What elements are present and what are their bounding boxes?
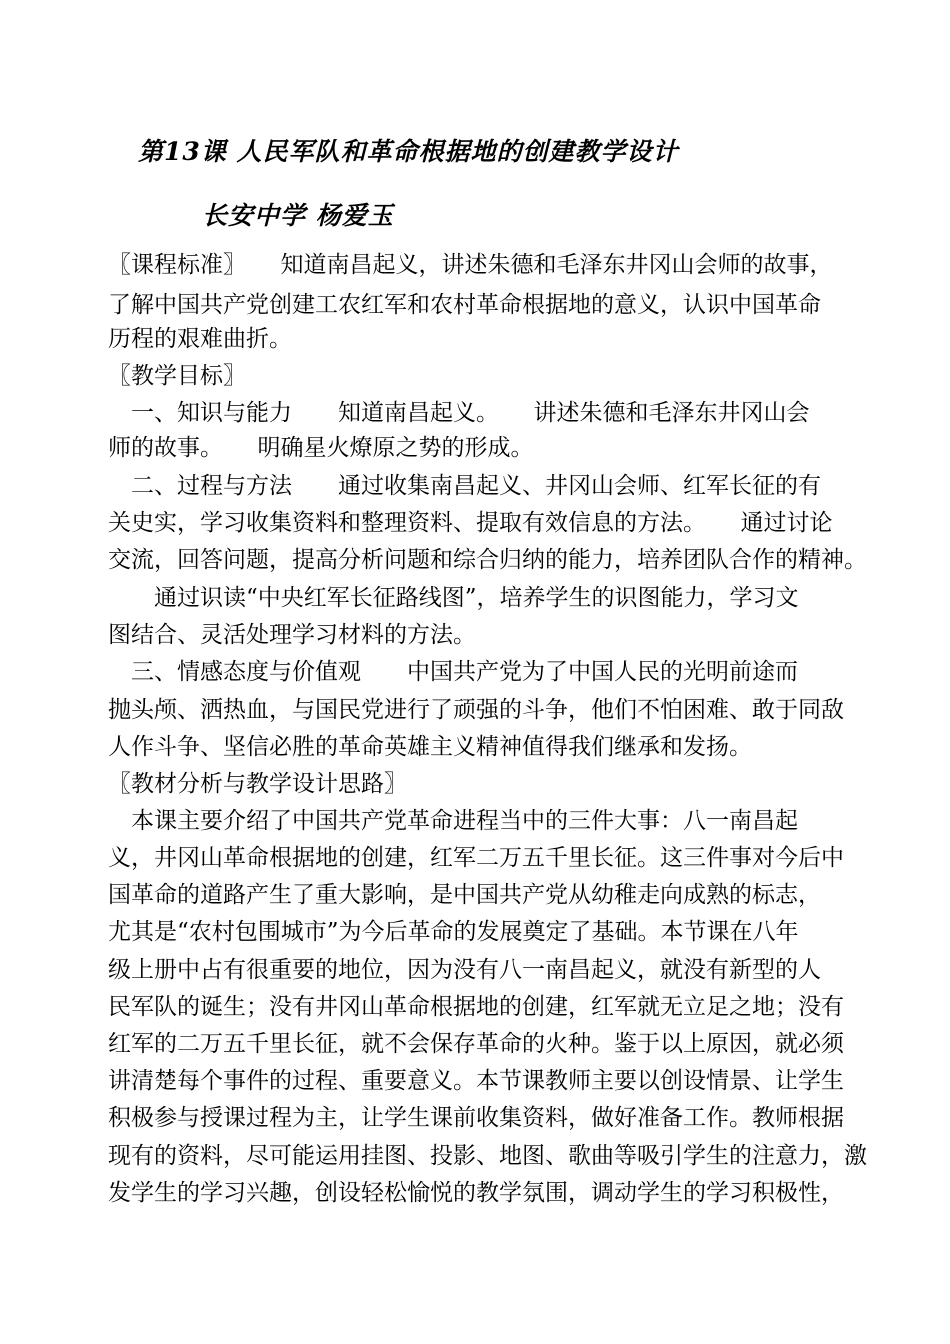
text-line: 发学生的学习兴趣，创设轻松愉悦的教学氛围，调动学生的学习积极性， [108, 1180, 844, 1206]
text-line: 人作斗争、坚信必胜的革命英雄主义精神值得我们继承和发扬。 [108, 734, 752, 760]
text-line: 义，井冈山革命根据地的创建，红军二万五千里长征。这三件事对今后中 [108, 845, 844, 871]
text-line: 〖教材分析与教学设计思路〗 [108, 771, 407, 797]
text-line: 通过识读“中央红军长征路线图”，培养学生的识图能力，学习文 [108, 585, 799, 611]
text-line: 一、知识与能力 知道南昌起义。 讲述朱德和毛泽东井冈山会 [108, 400, 810, 426]
text-line: 讲清楚每个事件的过程、重要意义。本节课教师主要以创设情景、让学生 [108, 1068, 844, 1094]
text-line: 师的故事。 明确星火燎原之势的形成。 [108, 435, 534, 461]
text-line: 积极参与授课过程为主，让学生课前收集资料，做好准备工作。教师根据 [108, 1105, 844, 1131]
text-line: 三、情感态度与价值观 中国共产党为了中国人民的光明前途而 [108, 659, 798, 685]
text-line: 了解中国共产党创建工农红军和农村革命根据地的意义，认识中国革命 [108, 292, 821, 318]
author-line: 长安中学 杨爱玉 [202, 201, 394, 230]
text-line: 级上册中占有很重要的地位，因为没有八一南昌起义，就没有新型的人 [108, 957, 821, 983]
text-line: 国革命的道路产生了重大影响，是中国共产党从幼稚走向成熟的标志， [108, 882, 821, 908]
text-line: 图结合、灵活处理学习材料的方法。 [108, 622, 476, 648]
page-title: 第13课 人民军队和革命根据地的创建教学设计 [138, 137, 679, 166]
text-line: 红军的二万五千里长征，就不会保存革命的火种。鉴于以上原因，就必须 [108, 1031, 844, 1057]
text-line: 民军队的诞生；没有井冈山革命根据地的创建，红军就无立足之地；没有 [108, 994, 844, 1020]
text-line: 抛头颅、洒热血，与国民党进行了顽强的斗争，他们不怕困难、敢于同敌 [108, 697, 844, 723]
text-line: 〖教学目标〗 [108, 363, 246, 389]
text-line: 交流，回答问题，提高分析问题和综合归纳的能力，培养团队合作的精神。 [108, 547, 867, 573]
text-line: 现有的资料，尽可能运用挂图、投影、地图、歌曲等吸引学生的注意力，激 [108, 1143, 867, 1169]
text-line: 〖课程标准〗 知道南昌起义，讲述朱德和毛泽东井冈山会师的故事， [108, 252, 833, 278]
text-line: 二、过程与方法 通过收集南昌起义、井冈山会师、红军长征的有 [108, 473, 821, 499]
text-line: 关史实，学习收集资料和整理资料、提取有效信息的方法。 通过讨论 [108, 510, 833, 536]
text-line: 本课主要介绍了中国共产党革命进程当中的三件大事：八一南昌起 [108, 808, 798, 834]
text-line: 历程的艰难曲折。 [108, 326, 292, 352]
text-line: 尤其是“农村包围城市”为今后革命的发展奠定了基础。本节课在八年 [108, 919, 799, 945]
